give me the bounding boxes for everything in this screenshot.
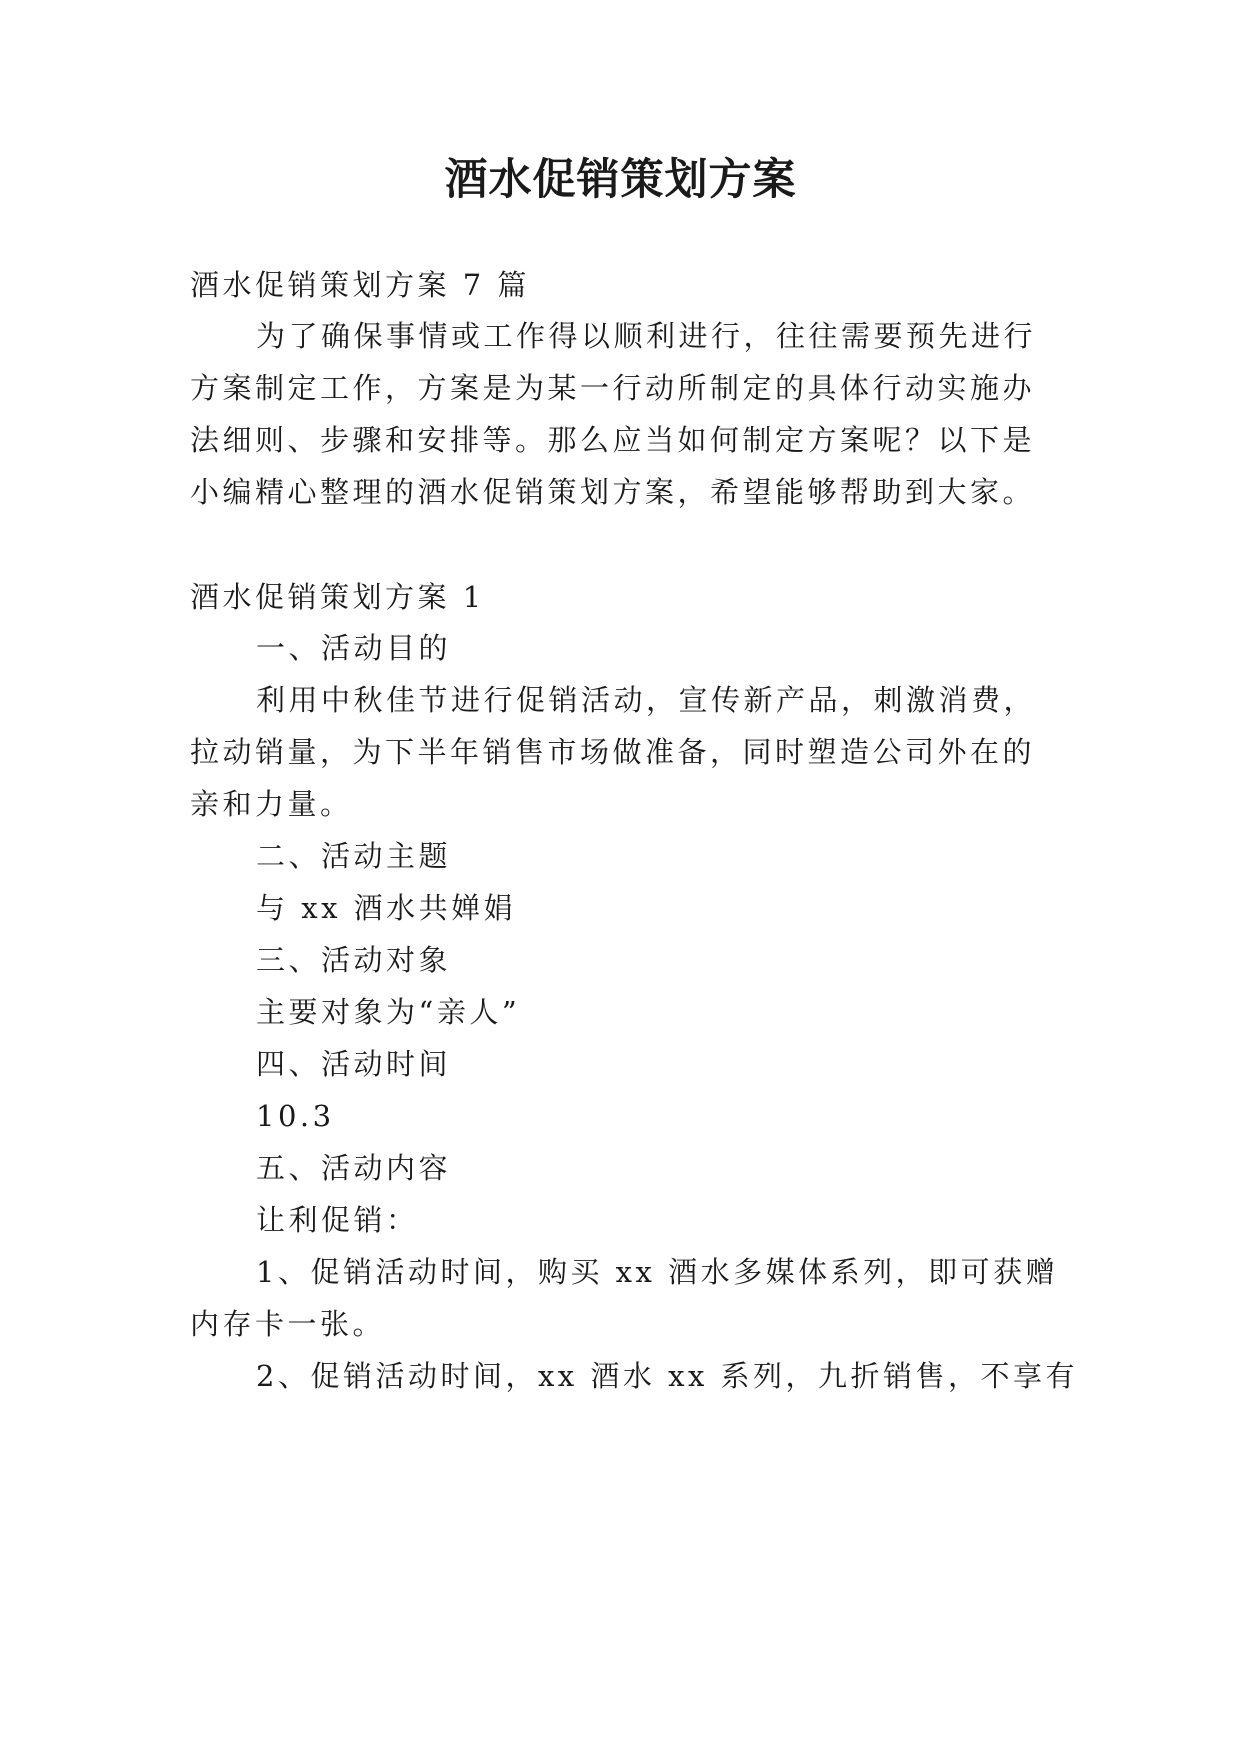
section-2-text: 与 xx 酒水共婵娟 <box>256 891 517 925</box>
item-2-line: 2、促销活动时间，xx 酒水 xx 系列，九折销售，不享有 <box>256 1359 1079 1393</box>
item-1-line: 内存卡一张。 <box>190 1307 386 1341</box>
section-4-text: 10.3 <box>256 1099 335 1133</box>
section-1-line: 拉动销量，为下半年销售市场做准备，同时塑造公司外在的 <box>190 735 1036 769</box>
item-1-line: 1、促销活动时间，购买 xx 酒水多媒体系列，即可获赠 <box>256 1255 1059 1289</box>
section-1-heading: 一、活动目的 <box>256 631 452 665</box>
section-1-line: 亲和力量。 <box>190 787 353 821</box>
section-1-line: 利用中秋佳节进行促销活动，宣传新产品，刺激消费， <box>256 683 1037 717</box>
intro-line: 小编精心整理的酒水促销策划方案，希望能够帮助到大家。 <box>190 475 1036 509</box>
section-3-heading: 三、活动对象 <box>256 943 452 977</box>
section-heading: 酒水促销策划方案 1 <box>190 580 485 614</box>
section-5-intro: 让利促销： <box>256 1203 419 1237</box>
section-2-heading: 二、活动主题 <box>256 839 452 873</box>
document-subtitle: 酒水促销策划方案 7 篇 <box>190 268 530 302</box>
section-5-heading: 五、活动内容 <box>256 1151 452 1185</box>
document-title: 酒水促销策划方案 <box>444 155 797 205</box>
intro-line: 方案制定工作，方案是为某一行动所制定的具体行动实施办 <box>190 371 1036 405</box>
intro-line: 法细则、步骤和安排等。那么应当如何制定方案呢？以下是 <box>190 423 1036 457</box>
section-3-text: 主要对象为“亲人” <box>256 995 521 1029</box>
section-4-heading: 四、活动时间 <box>256 1047 452 1081</box>
intro-line: 为了确保事情或工作得以顺利进行，往往需要预先进行 <box>256 319 1037 353</box>
